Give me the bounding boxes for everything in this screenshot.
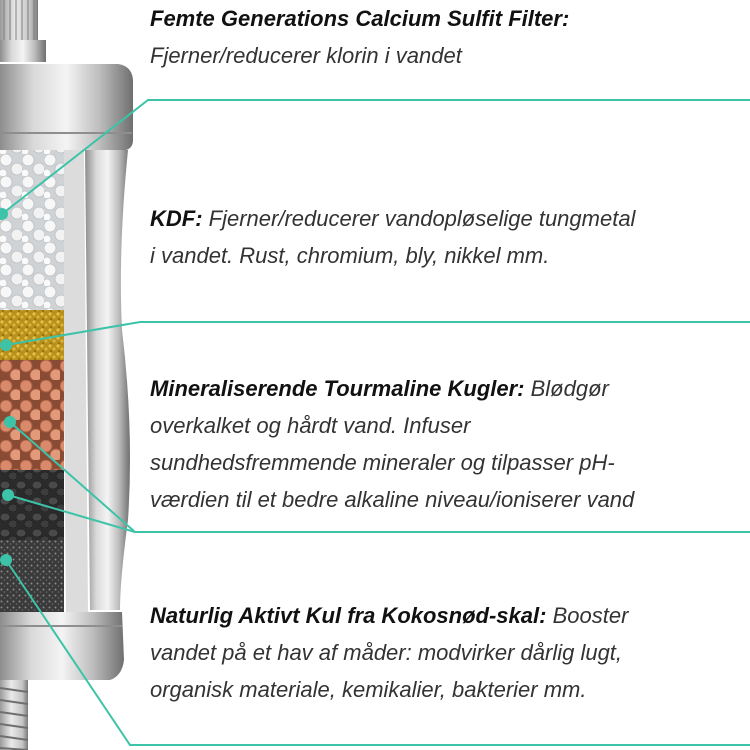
bottom-cap xyxy=(0,612,124,680)
annotation-body-line: værdien til et bedre alkaline niveau/ioniserer vand xyxy=(150,487,635,512)
annotation-carbon xyxy=(150,597,750,708)
annotation-line xyxy=(150,200,750,237)
annotation-body-line: sundhedsfremmende mineraler og tilpasser pH- xyxy=(150,450,615,475)
annotation-heading: KDF: xyxy=(150,206,203,231)
annotation-heading: Femte Generations Calcium Sulfit Filter: xyxy=(150,6,570,31)
top-knob xyxy=(0,0,46,62)
annotation-tourmaline xyxy=(150,370,750,518)
annotation-body-line: organisk materiale, kemikalier, bakterier mm. xyxy=(150,677,587,702)
annotation-line xyxy=(150,370,750,407)
cartridge-layers xyxy=(0,150,64,612)
kdf-layer xyxy=(0,310,64,360)
annotation-calcium-sulfite xyxy=(150,0,750,74)
annotation-line xyxy=(150,597,750,634)
marker-dot-tourmaline-2 xyxy=(2,489,14,501)
annotation-line xyxy=(150,0,750,37)
marker-dot-tourmaline xyxy=(4,416,16,428)
top-cap xyxy=(0,64,133,150)
bottom-thread xyxy=(0,680,28,750)
annotation-heading: Mineraliserende Tourmaline Kugler: xyxy=(150,376,525,401)
marker-dot-carbon xyxy=(0,554,12,566)
annotation-kdf xyxy=(150,200,750,274)
carbon-layer xyxy=(0,540,64,612)
marker-dot-kdf xyxy=(0,339,12,351)
tourmaline-layer xyxy=(0,360,64,470)
filter-housing xyxy=(85,150,130,610)
annotation-body-line: overkalket og hårdt vand. Infuser xyxy=(150,413,471,438)
annotation-body-line: Fjerner/reducerer klorin i vandet xyxy=(150,43,462,68)
annotation-lead: Booster xyxy=(552,603,629,628)
annotation-lead: Fjerner/reducerer vandopløselige tungmetal xyxy=(208,206,636,231)
annotation-lead: Blødgør xyxy=(530,376,609,401)
annotation-body-line: vandet på et hav af måder: modvirker dårlig lugt, xyxy=(150,640,623,665)
annotation-heading: Naturlig Aktivt Kul fra Kokosnød-skal: xyxy=(150,603,547,628)
annotation-body-line: i vandet. Rust, chromium, bly, nikkel mm. xyxy=(150,243,550,268)
mineral-dark-layer xyxy=(0,470,64,540)
